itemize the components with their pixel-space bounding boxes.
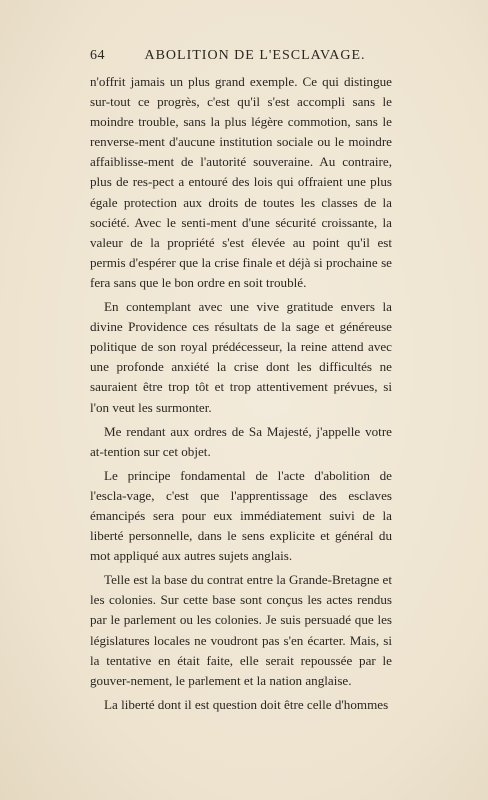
paragraph-6: La liberté dont il est question doit être celle d'hommes: [104, 696, 389, 712]
body-text: [90, 72, 392, 719]
paragraph-1: n'offrit jamais un plus grand exemple. Ce qui distingue sur-tout ce progrès, c'est qu'il s'est accompli sans le moindre trouble, sans la plus légère commotion, sans le renverse-ment d'aucune institution sociale ou le moindre affaiblisse-ment de l'autorité souveraine. Au contraire, plus de res-pect a entouré des lois qui offraient une plus égale protection aux droits de toutes les classes de la société. Avec le senti-ment d'une sécurité croissante, la valeur de la propriété s'est élevée au point qu'il est permis d'espérer que la crise finale et déjà si prochaine se fera sans que le bon ordre en soit troublé.: [90, 74, 392, 290]
page-number: 64: [90, 48, 105, 63]
running-title: ABOLITION DE L'ESCLAVAGE.: [144, 48, 366, 63]
paragraph-4: Le principe fondamental de l'acte d'abolition de l'escla-vage, c'est que l'apprentissage des esclaves émancipés sera pour eux immédiatement suivi de la liberté personnelle, dans le sens explicite et général du mot appliqué aux autres sujets anglais.: [90, 467, 392, 564]
page-header: [90, 48, 392, 68]
paragraph-2: En contemplant avec une vive gratitude envers la divine Providence ces résultats de la sage et généreuse politique de son royal prédécesseur, la reine attend avec une profonde anxiété la crise dont les difficultés ne sauraient être trop tôt et trop attentivement prévues, si l'on veut les surmonter.: [90, 299, 392, 415]
paragraph-5: Telle est la base du contrat entre la Grande-Bretagne et les colonies. Sur cette base sont conçus les actes rendus par le parlement ou les colonies. Je suis persuadé que les législatures locales ne voudront pas s'en écarter. Mais, si la tentative en était faite, elle serait repoussée par le gouver-nement, le parlement et la nation anglaise.: [90, 572, 392, 688]
paragraph-3: Me rendant aux ordres de Sa Majesté, j'appelle votre at-tention sur cet objet.: [90, 423, 392, 459]
